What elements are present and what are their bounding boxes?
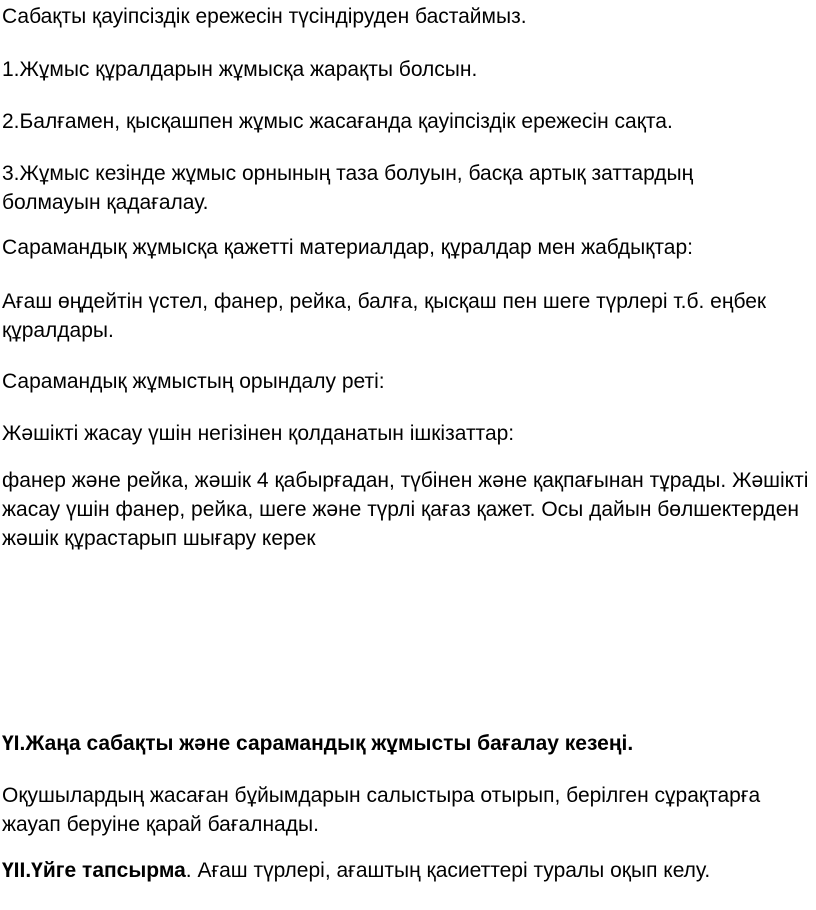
box-materials-heading: Жәшікті жасау үшін негізінен қолданатын ішкізаттар: xyxy=(2,422,515,445)
materials-heading: Сарамандық жұмысқа қажетті материалдар, құралдар мен жабдықтар: xyxy=(2,236,693,259)
stage-6-paragraph: Оқушылардың жасаған бұйымдарын салыстыра отырып, берілген сұрақтарға жауап беруіне қарай бағалнады. xyxy=(2,784,761,836)
stage-7-heading: ҮІІ.Үйге тапсырма xyxy=(2,859,186,882)
stage-7-homework-text: . Ағаш түрлері, ағаштың қасиеттері туралы оқып келу. xyxy=(185,859,711,882)
stage-7-line xyxy=(2,856,814,885)
box-description-paragraph: фанер және рейка, жәшік 4 қабырғадан, түбінен және қақпағынан тұрады. Жәшікті жасау үшін фанер, рейка, шеге және түрлі қағаз қажет. Осы дайын бөлшектерден жәшік құрастарып шығару керек xyxy=(2,469,809,550)
safety-rule-3: 3.Жұмыс кезінде жұмыс орнының таза болуын, басқа артық заттардың болмауын қадағалау. xyxy=(2,162,694,214)
stage-6-heading: ҮІ.Жаңа сабақты және сарамандық жұмысты бағалау кезеңі. xyxy=(2,732,634,755)
safety-rule-2: 2.Балғамен, қысқашпен жұмыс жасағанда қауіпсіздік ережесін сақта. xyxy=(2,110,673,133)
work-order-heading: Сарамандық жұмыстың орындалу реті: xyxy=(2,370,385,393)
intro-paragraph: Сабақты қауіпсіздік ережесін түсіндіруден бастаймыз. xyxy=(2,5,527,28)
safety-rule-1: 1.Жұмыс құралдарын жұмысқа жарақты болсын. xyxy=(2,58,478,81)
materials-paragraph: Ағаш өңдейтін үстел, фанер, рейка, балға, қысқаш пен шеге түрлері т.б. еңбек құралдары. xyxy=(2,290,767,342)
